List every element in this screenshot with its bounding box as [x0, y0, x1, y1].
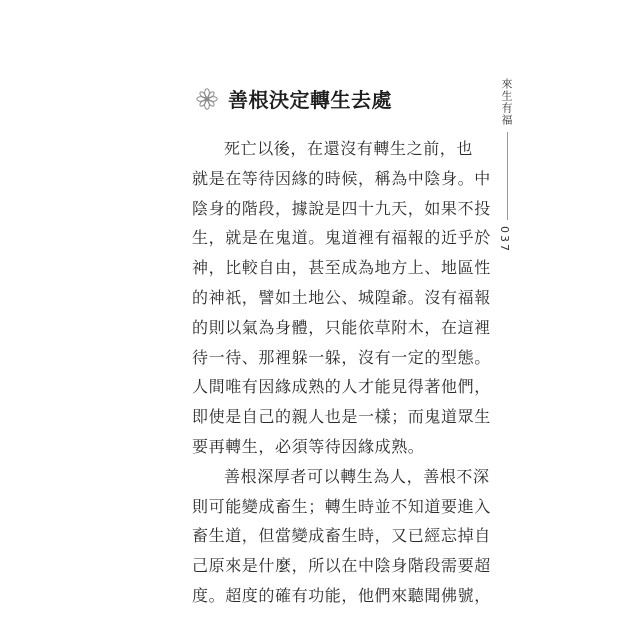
text-line: 即使是自己的親人也是一樣；而鬼道眾生 [192, 407, 491, 427]
text-line: 死亡以後，在還沒有轉生之前，也 [224, 139, 474, 158]
text-line: 神，比較自由，甚至成為地方上、地區性 [192, 258, 491, 278]
text-line: 畜生道，但當變成畜生時，又已經忘掉自 [192, 526, 491, 546]
text-line: 的則以氣為身體，只能依草附木，在這裡 [192, 317, 491, 337]
running-head: 來生有福 [500, 78, 513, 126]
text-line: 的神祇，譬如土地公、城隍爺。沒有福報 [192, 287, 491, 307]
text-line: 則可能變成畜生；轉生時並不知道要進入 [192, 496, 491, 516]
paragraph-2 [192, 462, 491, 611]
text-line: 要再轉生，必須等待因緣成熟。 [192, 436, 425, 456]
margin-rule [507, 132, 508, 220]
page-number: 037 [498, 226, 511, 253]
side-margin [498, 78, 516, 253]
text-line: 生，就是在鬼道。鬼道裡有福報的近乎於 [192, 228, 491, 248]
text-line: 度。超度的確有功能，他們來聽聞佛號， [192, 585, 491, 605]
body-text [192, 134, 491, 611]
flower-ornament-icon [196, 88, 218, 110]
text-line: 待一待、那裡躲一躲，沒有一定的型態。 [192, 347, 491, 367]
section-heading [196, 84, 392, 113]
paragraph-1 [192, 134, 491, 462]
text-line: 人間唯有因緣成熟的人才能見得著他們， [192, 377, 491, 397]
text-line: 就是在等待因緣的時候，稱為中陰身。中 [192, 168, 491, 188]
section-title: 善根決定轉生去處 [228, 88, 392, 112]
text-line: 善根深厚者可以轉生為人，善根不深 [224, 466, 490, 486]
text-line: 陰身的階段，據說是四十九天，如果不投 [192, 198, 491, 218]
text-line: 己原來是什麼，所以在中陰身階段需要超 [192, 556, 491, 576]
